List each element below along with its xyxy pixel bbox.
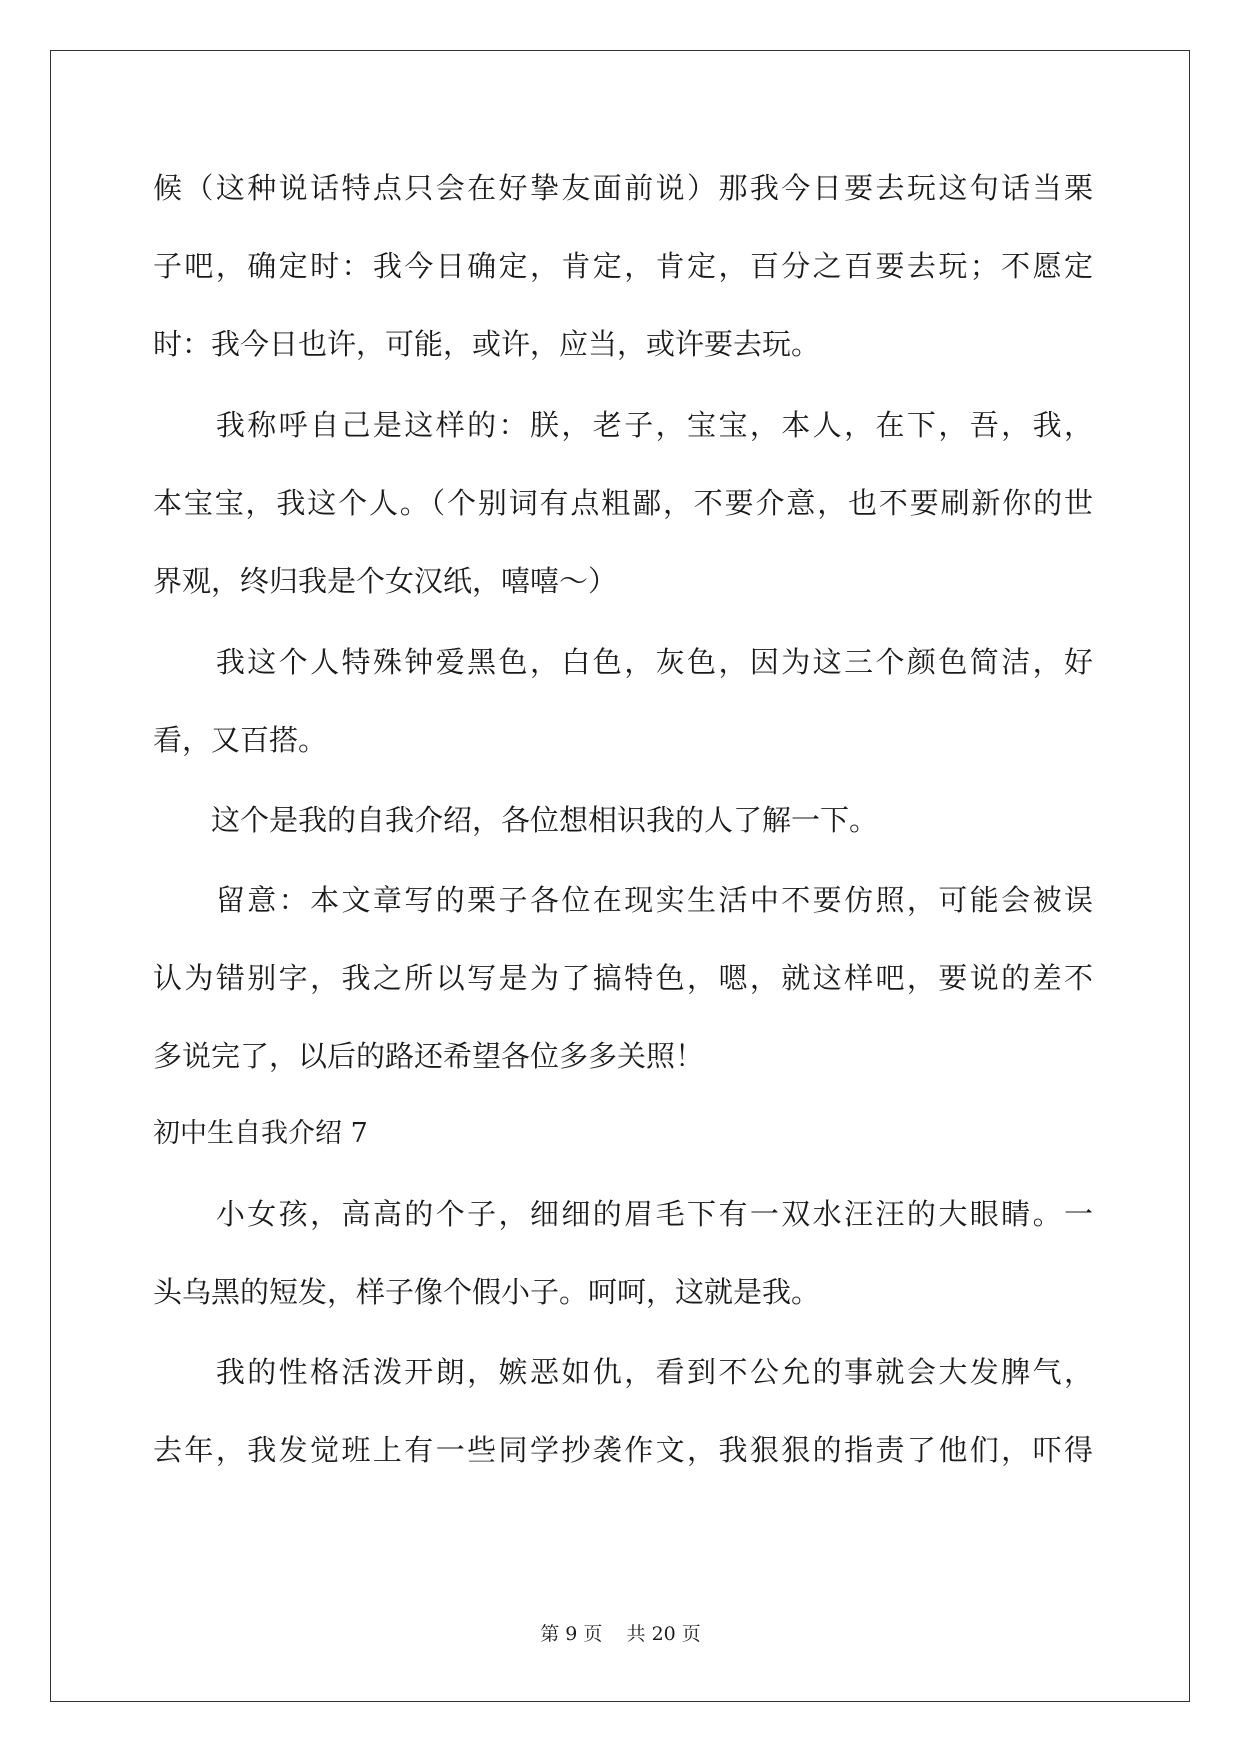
text-line: 这个是我的自我介绍，各位想相识我的人了解一下。 <box>153 803 879 837</box>
text-line: 头乌黑的短发，样子像个假小子。呵呵，这就是我。 <box>153 1275 821 1309</box>
text-line: 认为错别字，我之所以写是为了搞特色，嗯，就这样吧，要说的差不 <box>153 961 1093 995</box>
text-line: 界观，终归我是个女汉纸，嘻嘻～） <box>153 564 618 598</box>
text-line: 我的性格活泼开朗，嫉恶如仇，看到不公允的事就会大发脾气， <box>153 1355 1093 1389</box>
text-line: 我这个人特殊钟爱黑色，白色，灰色，因为这三个颜色简洁，好 <box>153 645 1093 679</box>
page-number: 第 9 页 <box>540 1623 603 1645</box>
text-line: 看，又百搭。 <box>153 723 328 757</box>
text-line: 小女孩，高高的个子，细细的眉毛下有一双水汪汪的大眼睛。一 <box>153 1197 1093 1231</box>
text-line: 时：我今日也许，可能，或许，应当，或许要去玩。 <box>153 327 821 361</box>
text-line: 我称呼自己是这样的：朕，老子，宝宝，本人，在下，吾，我， <box>153 408 1093 442</box>
text-line: 多说完了，以后的路还希望各位多多关照！ <box>153 1039 705 1073</box>
text-line: 去年，我发觉班上有一些同学抄袭作文，我狠狠的指责了他们，吓得 <box>153 1433 1093 1467</box>
text-line: 候（这种说话特点只会在好挚友面前说）那我今日要去玩这句话当栗 <box>153 171 1093 205</box>
page-total: 共 20 页 <box>626 1623 701 1645</box>
text-line: 子吧，确定时：我今日确定，肯定，肯定，百分之百要去玩；不愿定 <box>153 249 1093 283</box>
page-footer <box>0 1622 1241 1646</box>
text-line: 本宝宝，我这个人。（个别词有点粗鄙，不要介意，也不要刷新你的世 <box>153 486 1093 520</box>
section-heading: 初中生自我介绍 7 <box>153 1118 368 1149</box>
text-line: 留意：本文章写的栗子各位在现实生活中不要仿照，可能会被误 <box>153 883 1093 917</box>
